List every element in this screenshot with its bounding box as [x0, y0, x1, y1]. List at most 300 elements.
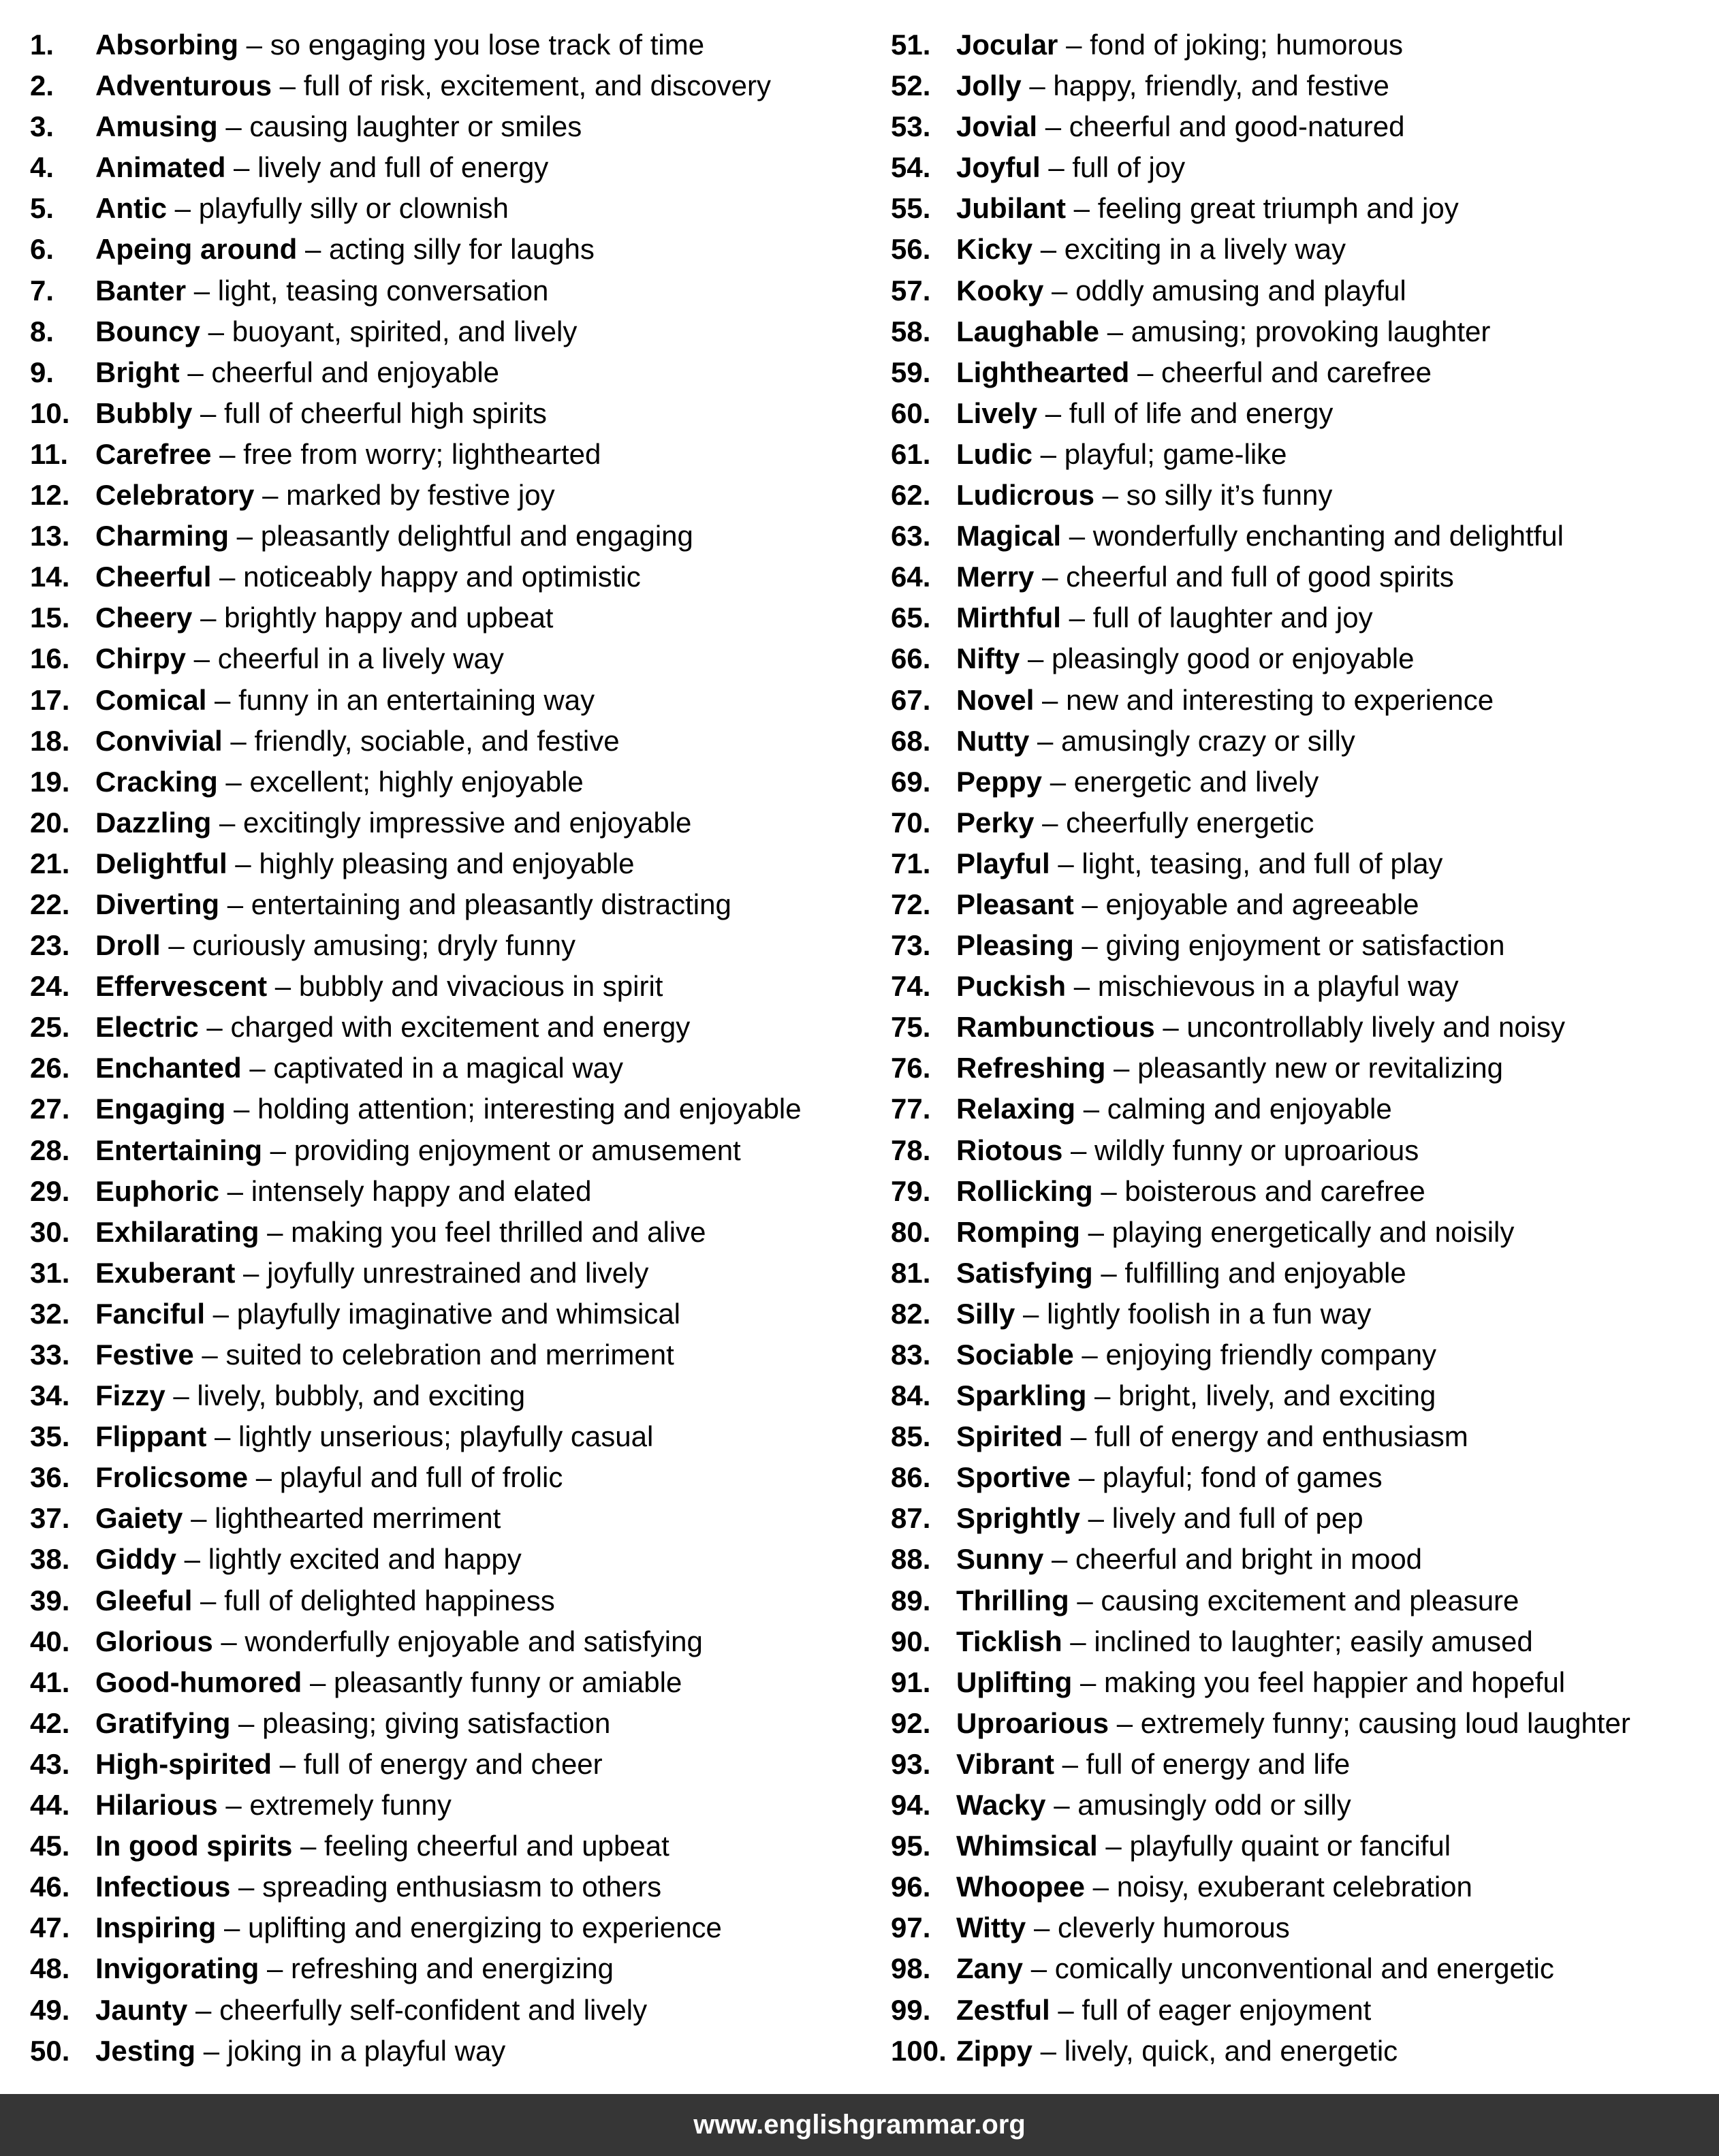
item-dash: – [227, 847, 259, 879]
item-dash: – [1073, 888, 1106, 920]
item-number: 18. [30, 724, 70, 757]
item-word: Witty [956, 1911, 1026, 1944]
item-text [956, 966, 1459, 1007]
item-dash: – [1034, 683, 1067, 716]
list-item [891, 352, 1708, 393]
item-word: Cheery [95, 602, 193, 634]
item-number: 4. [30, 151, 54, 184]
item-word: Satisfying [956, 1256, 1093, 1289]
item-word: Enchanted [95, 1052, 242, 1084]
item-definition: curiously amusing; dryly funny [192, 929, 575, 962]
item-word: Invigorating [95, 1952, 259, 1985]
item-dash: – [1058, 29, 1090, 61]
item-dash: – [1034, 561, 1067, 593]
item-number: 16. [30, 642, 70, 675]
item-number: 72. [891, 888, 931, 920]
item-text [95, 966, 663, 1007]
item-definition: full of delighted happiness [224, 1584, 555, 1616]
item-dash: – [1092, 1174, 1125, 1207]
item-text [956, 1580, 1519, 1621]
item-dash: – [292, 1830, 325, 1862]
list-item [891, 2031, 1708, 2072]
list-item [891, 270, 1708, 311]
item-dash: – [297, 233, 330, 266]
item-definition: brightly happy and upbeat [224, 602, 554, 634]
item-text [956, 1990, 1371, 2031]
item-dash: – [1079, 1215, 1112, 1248]
item-definition: pleasingly good or enjoyable [1052, 642, 1415, 675]
item-number: 66. [891, 642, 931, 675]
item-dash: – [259, 1952, 291, 1985]
item-word: Celebratory [95, 479, 255, 512]
item-word: Laughable [956, 315, 1100, 347]
item-word: Exuberant [95, 1256, 236, 1289]
item-definition: acting silly for laughs [329, 233, 595, 266]
list-item [30, 1130, 861, 1171]
item-number: 60. [891, 396, 931, 429]
item-dash: – [200, 315, 232, 347]
item-number: 99. [891, 1993, 931, 2026]
item-dash: – [176, 1543, 208, 1576]
item-number: 29. [30, 1174, 70, 1207]
item-definition: amusingly odd or silly [1077, 1789, 1351, 1822]
list-item [891, 475, 1708, 516]
item-text [956, 1375, 1436, 1416]
item-text [95, 721, 620, 762]
item-number: 88. [891, 1543, 931, 1576]
item-word: Good-humored [95, 1666, 302, 1698]
item-dash: – [1071, 1461, 1103, 1494]
item-word: Peppy [956, 765, 1043, 798]
item-dash: – [192, 602, 225, 634]
item-word: Chirpy [95, 642, 187, 675]
item-text [956, 229, 1346, 270]
item-definition: inclined to laughter; easily amused [1094, 1625, 1533, 1657]
item-word: High-spirited [95, 1747, 272, 1780]
item-text [956, 516, 1564, 557]
item-dash: – [179, 356, 212, 388]
item-number: 10. [30, 396, 70, 429]
item-dash: – [1045, 1789, 1078, 1822]
item-dash: – [167, 192, 199, 225]
item-text [95, 1907, 722, 1948]
item-word: Delightful [95, 847, 227, 879]
item-text [95, 270, 548, 311]
item-dash: – [254, 479, 287, 512]
item-definition: bright, lively, and exciting [1118, 1379, 1436, 1412]
item-definition: cheerful and good-natured [1069, 110, 1405, 143]
item-dash: – [192, 1584, 225, 1616]
item-text [956, 557, 1454, 597]
item-dash: – [1020, 642, 1052, 675]
item-definition: lightly unserious; playfully casual [238, 1420, 654, 1453]
item-definition: intensely happy and elated [251, 1174, 592, 1207]
list-item [891, 884, 1708, 925]
item-number: 90. [891, 1625, 931, 1657]
item-dash: – [217, 1789, 250, 1822]
item-dash: – [1032, 437, 1064, 470]
item-dash: – [1086, 1379, 1119, 1412]
item-definition: joyfully unrestrained and lively [267, 1256, 649, 1289]
item-definition: buoyant, spirited, and lively [232, 315, 578, 347]
item-number: 82. [891, 1297, 931, 1330]
list-item [30, 1457, 861, 1498]
item-dash: – [1062, 1625, 1094, 1657]
item-text [956, 843, 1442, 884]
item-definition: full of life and energy [1069, 396, 1334, 429]
item-number: 75. [891, 1011, 931, 1044]
item-definition: playful and full of frolic [279, 1461, 563, 1494]
item-word: Adventurous [95, 69, 272, 102]
item-dash: – [1073, 1339, 1106, 1371]
item-dash: – [1060, 602, 1093, 634]
item-number: 35. [30, 1420, 70, 1453]
list-item [30, 2031, 861, 2072]
item-number: 3. [30, 110, 54, 143]
item-dash: – [1075, 1093, 1107, 1125]
item-dash: – [206, 1420, 239, 1453]
list-item [891, 1580, 1708, 1621]
list-item [891, 802, 1708, 843]
item-dash: – [1062, 1420, 1095, 1453]
item-number: 53. [891, 110, 931, 143]
item-word: Ludic [956, 437, 1032, 470]
item-word: Droll [95, 929, 161, 962]
item-text [956, 1048, 1503, 1089]
item-number: 73. [891, 929, 931, 962]
item-dash: – [186, 642, 218, 675]
list-item [30, 475, 861, 516]
item-word: Refreshing [956, 1052, 1106, 1084]
list-item [891, 1457, 1708, 1498]
item-dash: – [1129, 356, 1162, 388]
item-number: 7. [30, 274, 54, 307]
item-word: Electric [95, 1011, 199, 1044]
item-definition: cleverly humorous [1057, 1911, 1290, 1944]
item-number: 51. [891, 29, 931, 61]
item-text [956, 475, 1332, 516]
item-dash: – [230, 1871, 263, 1903]
item-dash: – [217, 110, 250, 143]
item-number: 77. [891, 1093, 931, 1125]
item-number: 20. [30, 806, 70, 839]
item-word: Fanciful [95, 1297, 206, 1330]
item-number: 9. [30, 356, 54, 388]
item-word: Carefree [95, 437, 212, 470]
item-dash: – [238, 29, 270, 61]
item-number: 36. [30, 1461, 70, 1494]
item-definition: cheerful in a lively way [217, 642, 504, 675]
item-text [95, 1294, 680, 1334]
item-definition: cheerfully self-confident and lively [219, 1993, 648, 2026]
item-word: Puckish [956, 970, 1067, 1003]
item-text [95, 1580, 555, 1621]
item-definition: lighthearted merriment [215, 1502, 501, 1535]
list-item [30, 802, 861, 843]
item-definition: friendly, sociable, and festive [254, 724, 620, 757]
item-definition: highly pleasing and enjoyable [259, 847, 635, 879]
item-word: Jubilant [956, 192, 1067, 225]
item-text [956, 1907, 1290, 1948]
item-word: Whimsical [956, 1830, 1098, 1862]
item-dash: – [206, 683, 239, 716]
list-item [30, 188, 861, 229]
item-definition: light, teasing, and full of play [1082, 847, 1443, 879]
item-text [956, 147, 1185, 188]
list-item [30, 1171, 861, 1212]
list-item [30, 393, 861, 434]
item-number: 63. [891, 520, 931, 552]
item-number: 78. [891, 1134, 931, 1166]
list-item [30, 1580, 861, 1621]
item-number: 38. [30, 1543, 70, 1576]
item-text [95, 229, 595, 270]
item-text [956, 188, 1459, 229]
item-number: 13. [30, 520, 70, 552]
item-word: Amusing [95, 110, 218, 143]
item-word: Sociable [956, 1339, 1074, 1371]
item-text [95, 1212, 706, 1253]
item-number: 79. [891, 1174, 931, 1207]
item-dash: – [211, 437, 244, 470]
item-dash: – [302, 1666, 334, 1698]
list-item [30, 270, 861, 311]
item-text [95, 106, 582, 147]
item-text [956, 802, 1314, 843]
item-text [956, 65, 1389, 106]
item-word: Joyful [956, 151, 1041, 184]
item-word: Apeing around [95, 233, 298, 266]
item-definition: so engaging you lose track of time [270, 29, 705, 61]
item-word: Festive [95, 1339, 194, 1371]
item-number: 15. [30, 602, 70, 634]
item-number: 27. [30, 1093, 70, 1125]
item-word: Relaxing [956, 1093, 1076, 1125]
item-definition: uplifting and energizing to experience [248, 1911, 722, 1944]
item-definition: causing excitement and pleasure [1101, 1584, 1519, 1616]
item-definition: wonderfully enchanting and delightful [1092, 520, 1564, 552]
item-definition: free from worry; lighthearted [243, 437, 601, 470]
item-definition: providing enjoyment or amusement [294, 1134, 741, 1166]
item-dash: – [1021, 69, 1054, 102]
item-number: 98. [891, 1952, 931, 1985]
item-number: 96. [891, 1871, 931, 1903]
item-definition: holding attention; interesting and enjoyable [257, 1093, 802, 1125]
item-dash: – [1043, 1543, 1076, 1576]
item-word: Ticklish [956, 1625, 1062, 1657]
item-definition: bubbly and vivacious in spirit [298, 970, 663, 1003]
item-number: 26. [30, 1052, 70, 1084]
item-definition: entertaining and pleasantly distracting [251, 888, 731, 920]
item-text [956, 925, 1504, 966]
item-text [95, 65, 771, 106]
list-item [30, 925, 861, 966]
list-item [891, 1662, 1708, 1703]
item-word: Bright [95, 356, 180, 388]
list-item [891, 762, 1708, 802]
item-dash: – [1061, 520, 1093, 552]
list-item [30, 884, 861, 925]
item-number: 31. [30, 1256, 70, 1289]
item-definition: captivated in a magical way [273, 1052, 624, 1084]
item-dash: – [222, 724, 255, 757]
item-word: Dazzling [95, 806, 212, 839]
list-item [30, 25, 861, 65]
list-item [891, 638, 1708, 679]
item-word: Jolly [956, 69, 1022, 102]
item-definition: enjoying friendly company [1105, 1339, 1437, 1371]
item-number: 52. [891, 69, 931, 102]
item-definition: playing energetically and noisily [1111, 1215, 1515, 1248]
item-definition: spreading enthusiasm to others [262, 1871, 662, 1903]
list-item [891, 1785, 1708, 1826]
item-word: Spirited [956, 1420, 1063, 1453]
list-item [30, 229, 861, 270]
item-dash: – [1054, 1747, 1086, 1780]
item-number: 81. [891, 1256, 931, 1289]
item-word: Silly [956, 1297, 1015, 1330]
list-item [891, 966, 1708, 1007]
item-text [956, 1662, 1565, 1703]
item-definition: enjoyable and agreeable [1105, 888, 1419, 920]
item-number: 91. [891, 1666, 931, 1698]
item-word: Diverting [95, 888, 220, 920]
item-dash: – [205, 1297, 237, 1330]
item-word: Pleasing [956, 929, 1074, 962]
item-dash: – [1094, 479, 1126, 512]
item-number: 59. [891, 356, 931, 388]
item-definition: joking in a playful way [227, 2034, 506, 2067]
list-item [30, 1294, 861, 1334]
list-item [891, 1866, 1708, 1907]
item-number: 87. [891, 1502, 931, 1535]
item-text [956, 884, 1419, 925]
item-dash: – [241, 1052, 274, 1084]
item-dash: – [160, 929, 193, 962]
item-text [956, 762, 1319, 802]
item-dash: – [235, 1256, 268, 1289]
list-item [891, 557, 1708, 597]
item-word: Jesting [95, 2034, 196, 2067]
item-word: Romping [956, 1215, 1080, 1248]
list-item [30, 1703, 861, 1744]
list-item [891, 1294, 1708, 1334]
item-word: Engaging [95, 1093, 226, 1125]
list-item [30, 1253, 861, 1294]
item-word: Antic [95, 192, 167, 225]
item-text [95, 1621, 703, 1662]
item-word: Fizzy [95, 1379, 165, 1412]
list-item [891, 680, 1708, 721]
item-text [956, 1498, 1363, 1539]
item-definition: funny in an entertaining way [238, 683, 595, 716]
list-item [891, 393, 1708, 434]
item-definition: lightly foolish in a fun way [1047, 1297, 1372, 1330]
item-word: Kooky [956, 274, 1044, 307]
item-definition: playfully quaint or fanciful [1129, 1830, 1451, 1862]
item-number: 68. [891, 724, 931, 757]
list-item [30, 1375, 861, 1416]
list-item [30, 1662, 861, 1703]
item-number: 97. [891, 1911, 931, 1944]
item-dash: – [225, 151, 258, 184]
item-dash: – [195, 2034, 227, 2067]
item-text [956, 270, 1406, 311]
item-definition: pleasing; giving satisfaction [262, 1706, 611, 1739]
list-item [30, 1907, 861, 1948]
item-dash: – [212, 1625, 245, 1657]
item-definition: marked by festive joy [286, 479, 555, 512]
list-item [891, 516, 1708, 557]
item-definition: lively and full of pep [1111, 1502, 1363, 1535]
item-dash: – [1043, 274, 1076, 307]
item-number: 94. [891, 1789, 931, 1822]
item-number: 71. [891, 847, 931, 879]
list-item [30, 680, 861, 721]
item-text [95, 1498, 501, 1539]
item-text [95, 1539, 522, 1580]
item-text [956, 721, 1355, 762]
item-number: 11. [30, 437, 69, 470]
item-dash: – [1105, 1052, 1138, 1084]
item-word: Nutty [956, 724, 1030, 757]
item-text [956, 311, 1490, 352]
list-item [30, 1990, 861, 2031]
list-item [30, 1539, 861, 1580]
list-item [891, 1048, 1708, 1089]
item-definition: boisterous and carefree [1124, 1174, 1425, 1207]
list-item [891, 188, 1708, 229]
item-number: 69. [891, 765, 931, 798]
item-definition: giving enjoyment or satisfaction [1105, 929, 1505, 962]
list-item [30, 1212, 861, 1253]
item-text [956, 1866, 1472, 1907]
item-definition: light, teasing conversation [217, 274, 549, 307]
list-item [891, 106, 1708, 147]
list-item [30, 65, 861, 106]
item-definition: full of laughter and joy [1092, 602, 1373, 634]
item-definition: cheerfully energetic [1066, 806, 1314, 839]
item-text [95, 680, 595, 721]
item-definition: mischievous in a playful way [1097, 970, 1459, 1003]
item-word: Wacky [956, 1789, 1046, 1822]
item-definition: so silly it’s funny [1126, 479, 1333, 512]
item-dash: – [1037, 396, 1069, 429]
item-definition: feeling cheerful and upbeat [324, 1830, 669, 1862]
item-dash: – [1023, 1952, 1055, 1985]
item-word: Bouncy [95, 315, 201, 347]
item-definition: full of energy and enthusiasm [1094, 1420, 1468, 1453]
list-item [891, 65, 1708, 106]
item-number: 2. [30, 69, 54, 102]
list-item [891, 434, 1708, 475]
item-word: Riotous [956, 1134, 1063, 1166]
item-number: 47. [30, 1911, 70, 1944]
item-definition: wildly funny or uproarious [1094, 1134, 1419, 1166]
item-number: 54. [891, 151, 931, 184]
item-dash: – [259, 1215, 291, 1248]
item-text [95, 1457, 563, 1498]
list-item [30, 1416, 861, 1457]
item-number: 6. [30, 233, 54, 266]
item-dash: – [262, 1134, 294, 1166]
item-word: In good spirits [95, 1830, 293, 1862]
item-number: 8. [30, 315, 54, 347]
item-word: Sportive [956, 1461, 1071, 1494]
item-definition: suited to celebration and merriment [225, 1339, 674, 1371]
item-word: Bubbly [95, 396, 193, 429]
item-definition: cheerful and carefree [1161, 356, 1432, 388]
